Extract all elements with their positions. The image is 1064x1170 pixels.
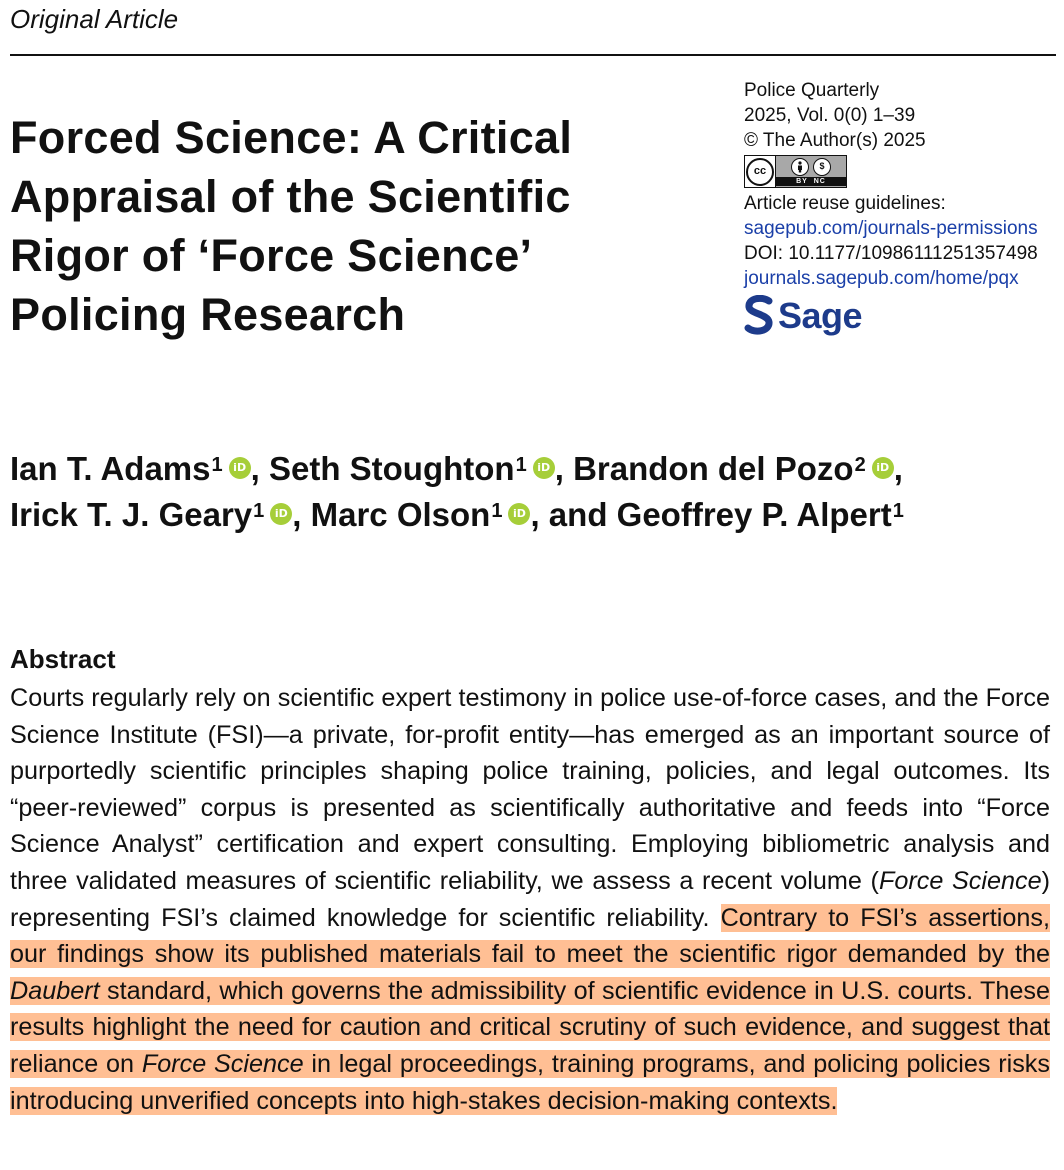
journal-name: Police Quarterly — [744, 80, 880, 101]
reuse-label: Article reuse guidelines: — [744, 193, 946, 214]
publisher-name: Sage — [778, 294, 863, 336]
orcid-icon[interactable]: iD — [872, 457, 894, 479]
cc-icon: cc — [745, 156, 776, 187]
journal-issue: 2025, Vol. 0(0) 1–39 — [744, 105, 916, 126]
header-rule — [10, 54, 1056, 56]
affiliation-marker: 1 — [892, 500, 904, 522]
orcid-icon[interactable]: iD — [229, 457, 251, 479]
permissions-link[interactable]: sagepub.com/journals-permissions — [744, 218, 1038, 239]
author-name: Brandon del Pozo — [573, 450, 854, 487]
affiliation-marker: 1 — [211, 454, 223, 476]
author-name: Ian T. Adams — [10, 450, 211, 487]
author-separator: , — [250, 450, 269, 487]
attribution-icon — [791, 158, 809, 176]
abstract-part: ) representing FSI’s claimed knowledge for scientific reliability. — [10, 866, 1050, 932]
author-separator: , — [292, 496, 311, 533]
author-separator: , — [893, 450, 903, 487]
cc-license-badge[interactable] — [744, 155, 847, 188]
abstract-part: Courts regularly rely on scientific expert testimony in police use-of-force cases, and the Force Science Institute (FSI)—a private, for-profit entity—has emerged as an important source of purportedly scientific principles shaping police training, policies, and legal outcomes. Its “peer-reviewed” corpus is presented as scientifically authoritative and feeds into “Force Science Analyst” certification and expert consulting. Employing bibliometric analysis and three validated measures of scientific reliability, we assess a recent volume ( — [10, 684, 1050, 895]
journal-home-link[interactable]: journals.sagepub.com/home/pqx — [744, 268, 1019, 289]
author-name: Marc Olson — [310, 496, 491, 533]
section-label: Original Article — [10, 4, 179, 34]
author-name: Seth Stoughton — [268, 450, 515, 487]
publisher-logo — [744, 295, 1059, 335]
author-list — [10, 446, 1060, 538]
journal-info — [744, 78, 1059, 335]
author-name: Irick T. J. Geary — [10, 496, 253, 533]
abstract-heading: Abstract — [10, 644, 116, 674]
copyright: © The Author(s) 2025 — [744, 130, 926, 151]
sage-logo-icon — [744, 295, 774, 335]
noncommercial-icon: $ — [813, 158, 831, 176]
author-name: Geoffrey P. Alpert — [616, 496, 892, 533]
cc-label-nc: NC — [813, 177, 826, 185]
cc-label-by: BY — [796, 177, 808, 185]
abstract-italic: Force Science — [878, 866, 1042, 895]
orcid-icon[interactable]: iD — [533, 457, 555, 479]
orcid-icon[interactable]: iD — [270, 503, 292, 525]
highlighted-text[interactable]: Contrary to FSI’s assertions, our findings show its published materials fail to meet the scientific rigor demanded by the Daubert standard, which governs the admissibility of scientific evidence in U.S. courts. These results highlight the need for caution and critical scrutiny of such evidence, and suggest that reliance on Force Science in legal proceedings, training programs, and policing policies risks introducing unverified concepts into high-stakes decision-making contexts. — [10, 903, 1050, 1115]
author-separator: , — [554, 450, 574, 487]
author-separator: , and — [530, 496, 617, 533]
affiliation-marker: 1 — [515, 454, 527, 476]
orcid-icon[interactable]: iD — [508, 503, 530, 525]
affiliation-marker: 1 — [491, 500, 503, 522]
affiliation-marker: 1 — [253, 500, 265, 522]
abstract-text — [10, 680, 1050, 1119]
doi: DOI: 10.1177/10986111251357498 — [744, 243, 1038, 264]
article-title: Forced Science: A Critical Appraisal of the Scientific Rigor of ‘Force Science’ Policing Research — [10, 112, 573, 340]
affiliation-marker: 2 — [854, 454, 866, 476]
